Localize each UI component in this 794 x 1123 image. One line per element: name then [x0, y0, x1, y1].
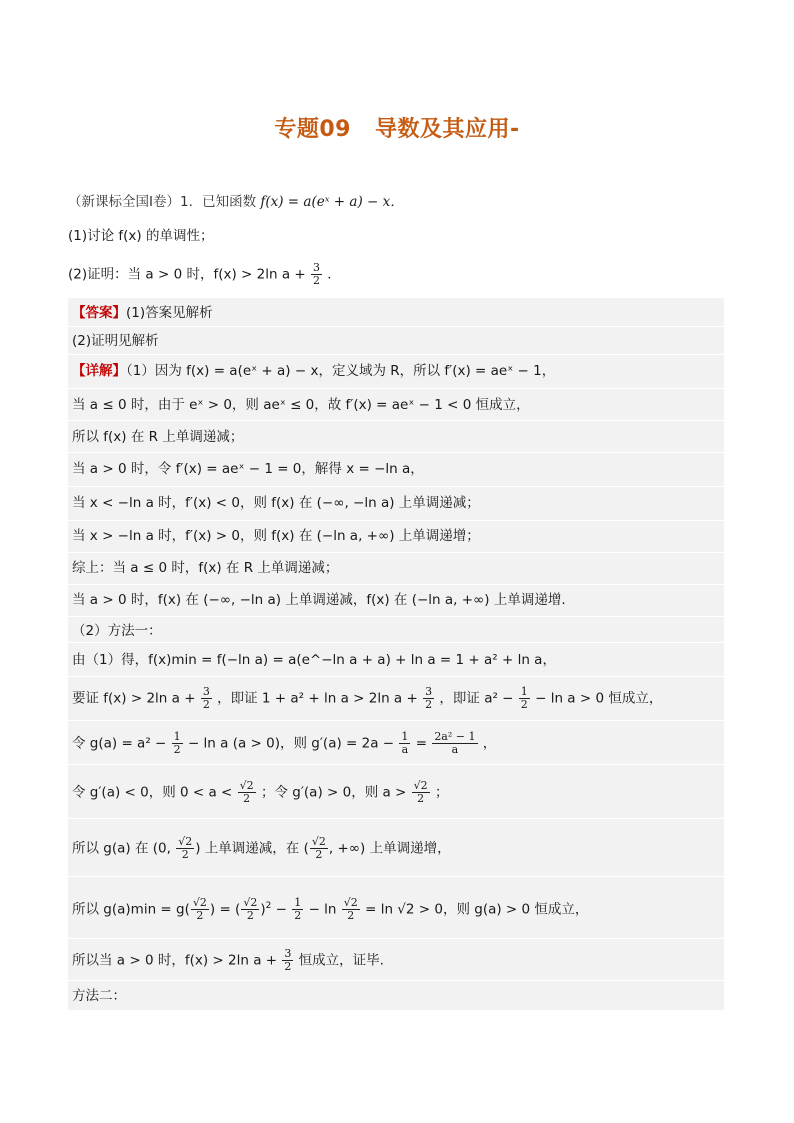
detail-line-14: 所以 g(a) 在 (0, $\frac{√2}{2}$ ) 上单调递减，在 ( $\frac{√2}{2}$ , +∞) 上单调递增，: [72, 835, 451, 861]
detail-line-16: 所以当 a > 0 时，f(x) > 2ln a + $\frac{3}{2}$ 恒成立，证毕.: [72, 947, 384, 973]
detail-line-6: 当 x > −ln a 时，f′(x) > 0，则 f(x) 在 (−ln a, +∞) 上单调递增；: [72, 528, 480, 544]
detail-line-11: 要证 f(x) > 2ln a + $\frac{3}{2}$ ，即证 1 + a² + ln a > 2ln a + $\frac{3}{2}$ ，即证 a² − $\frac{1}{2}$ − ln a > 0 恒成立，: [72, 685, 663, 711]
detail-line-7: 综上：当 a ≤ 0 时，f(x) 在 R 上单调递减；: [72, 560, 339, 576]
page-title: 专题09 导数及其应用-: [274, 117, 520, 142]
detail-line-12: 令 g(a) = a² − $\frac{1}{2}$ − ln a (a > 0)，则 g′(a) = 2a − $\frac{1}{a}$ = $\frac{\text{2a² − 1}}{a}$ ，: [72, 730, 497, 756]
question-part-1: (1)讨论 f(x) 的单调性；: [68, 228, 214, 244]
detail-line-13: 令 g′(a) < 0，则 0 < a < $\frac{√2}{2}$ ；令 g′(a) > 0，则 a > $\frac{√2}{2}$ ；: [72, 779, 449, 805]
detail-line-9: （2）方法一：: [72, 623, 162, 639]
detail-line-3: 所以 f(x) 在 R 上单调递减；: [72, 429, 244, 445]
detail-line-1: 【详解】（1）因为 f(x) = a(eˣ + a) − x，定义域为 R，所以 f′(x) = aeˣ − 1，: [72, 363, 556, 379]
detail-line-5: 当 x < −ln a 时，f′(x) < 0，则 f(x) 在 (−∞, −ln a) 上单调递减；: [72, 495, 480, 511]
question-stem: （新课标全国Ⅰ卷）1．已知函数 f(x) = a(eˣ + a) − x．: [68, 194, 404, 210]
answer-line-2: (2)证明见解析: [72, 333, 159, 349]
answer-line-1: 【答案】(1)答案见解析: [72, 305, 213, 321]
detail-line-17: 方法二：: [72, 988, 126, 1004]
detail-line-4: 当 a > 0 时，令 f′(x) = aeˣ − 1 = 0，解得 x = −ln a，: [72, 461, 424, 477]
detail-line-10: 由（1）得，f(x)min = f(−ln a) = a(e^−ln a + a) + ln a = 1 + a² + ln a，: [72, 652, 556, 668]
detail-line-15: 所以 g(a)min = g( $\frac{√2}{2}$ ) = ( $\frac{√2}{2}$ )$^2$ − $\frac{1}{2}$ − ln $\frac{√2}{2}$ = ln √2 > 0，则 g(a) > 0 恒成立，: [72, 896, 589, 922]
detail-line-2: 当 a ≤ 0 时，由于 eˣ > 0，则 aeˣ ≤ 0，故 f′(x) = aeˣ − 1 < 0 恒成立，: [72, 397, 530, 413]
detail-line-8: 当 a > 0 时，f(x) 在 (−∞, −ln a) 上单调递减，f(x) 在 (−ln a, +∞) 上单调递增.: [72, 592, 566, 608]
question-part-2: (2)证明：当 a > 0 时，f(x) > 2ln a + $\frac{3}{2}$ ．: [68, 261, 341, 287]
